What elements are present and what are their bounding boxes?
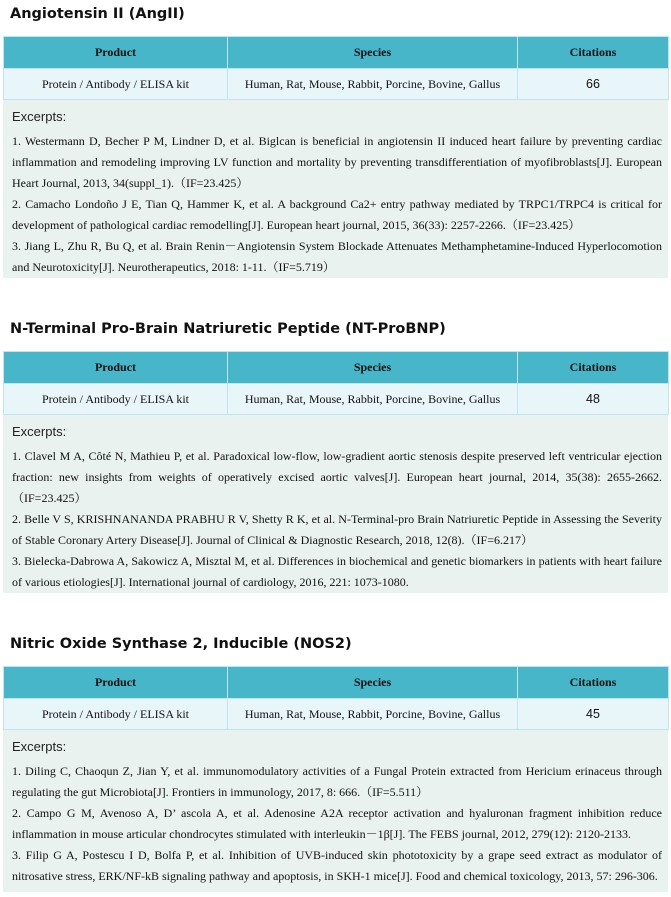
product-table (3, 351, 669, 415)
citations-cell: 66 (518, 69, 669, 100)
citations-cell: 48 (518, 384, 669, 415)
reference-item: 1. Clavel M A, Côté N, Mathieu P, et al. Paradoxical low-flow, low-gradient aortic stenosis despite preserved left ventricular ejection fraction: new insights from weights of operatively excised aortic valves[J]. European heart journal, 2014, 35(38): 2655-2662.（IF=23.425） (12, 449, 662, 505)
reference-item: 1. Westermann D, Becher P M, Lindner D, et al. Biglcan is beneficial in angiotensin II induced heart failure by preventing cardiac inflammation and remodeling improving LV function and mortality by preventing transdifferentiation of myofibroblasts[J]. European Heart Journal, 2013, 34(suppl_1).（IF=23.425） (12, 134, 662, 190)
excerpts-box (3, 730, 668, 892)
product-cell: Protein / Antibody / ELISA kit (4, 699, 228, 730)
reference-item: 2. Campo G M, Avenoso A, D’ ascola A, et al. Adenosine A2A receptor activation and hyaluronan fragment inhibition reduce inflammation in mouse articular chondrocytes stimulated with interleukin－1β[J]. The FEBS journal, 2012, 279(12): 2120-2133. (12, 806, 662, 841)
header-product: Product (4, 352, 228, 384)
excerpts-box (3, 415, 668, 593)
excerpts-label: Excerpts: (12, 424, 67, 439)
header-citations: Citations (518, 352, 669, 384)
header-product: Product (4, 37, 228, 69)
product-table (3, 666, 669, 730)
reference-item: 3. Filip G A, Postescu I D, Bolfa P, et al. Inhibition of UVB-induced skin phototoxicity by a grape seed extract as modulator of nitrosative stress, ERK/NF-kB signaling pathway and apoptosis, in SKH-1 mice[J]. Food and chemical toxicology, 2013, 57: 296-306. (12, 848, 662, 883)
species-cell: Human, Rat, Mouse, Rabbit, Porcine, Bovine, Gallus (228, 699, 518, 730)
table-row (4, 384, 669, 415)
product-table (3, 36, 669, 100)
table-header-row (4, 352, 669, 384)
header-citations: Citations (518, 37, 669, 69)
section-title: Angiotensin II (AngII) (10, 6, 185, 22)
header-product: Product (4, 667, 228, 699)
table-row (4, 69, 669, 100)
species-cell: Human, Rat, Mouse, Rabbit, Porcine, Bovine, Gallus (228, 69, 518, 100)
header-species: Species (228, 37, 518, 69)
table-header-row (4, 37, 669, 69)
citations-cell: 45 (518, 699, 669, 730)
excerpts-label: Excerpts: (12, 109, 67, 124)
header-species: Species (228, 667, 518, 699)
species-cell: Human, Rat, Mouse, Rabbit, Porcine, Bovine, Gallus (228, 384, 518, 415)
reference-item: 2. Camacho Londoño J E, Tian Q, Hammer K, et al. A background Ca2+ entry pathway mediated by TRPC1/TRPC4 is critical for development of pathological cardiac remodelling[J]. European heart journal, 2015, 36(33): 2257-2266.（IF=23.425） (12, 197, 662, 232)
reference-item: 3. Bielecka-Dabrowa A, Sakowicz A, Misztal M, et al. Differences in biochemical and genetic biomarkers in patients with heart failure of various etiologies[J]. International journal of cardiology, 2016, 221: 1073-1080. (12, 554, 662, 589)
header-citations: Citations (518, 667, 669, 699)
product-cell: Protein / Antibody / ELISA kit (4, 384, 228, 415)
reference-item: 2. Belle V S, KRISHNANANDA PRABHU R V, Shetty R K, et al. N-Terminal-pro Brain Natriuretic Peptide in Assessing the Severity of Stable Coronary Artery Disease[J]. Journal of Clinical & Diagnostic Research, 2018, 12(8).（IF=6.217） (12, 512, 662, 547)
product-cell: Protein / Antibody / ELISA kit (4, 69, 228, 100)
reference-item: 3. Jiang L, Zhu R, Bu Q, et al. Brain Renin－Angiotensin System Blockade Attenuates Methamphetamine-Induced Hyperlocomotion and Neurotoxicity[J]. Neurotherapeutics, 2018: 1-11.（IF=5.719） (12, 239, 662, 274)
section-title: Nitric Oxide Synthase 2, Inducible (NOS2) (10, 636, 352, 652)
header-species: Species (228, 352, 518, 384)
table-row (4, 699, 669, 730)
table-header-row (4, 667, 669, 699)
excerpts-box (3, 100, 668, 278)
reference-item: 1. Diling C, Chaoqun Z, Jian Y, et al. immunomodulatory activities of a Fungal Protein extracted from Hericium erinaceus through regulating the gut Microbiota[J]. Frontiers in immunology, 2017, 8: 666.（IF=5.511） (12, 764, 662, 799)
section-title: N-Terminal Pro-Brain Natriuretic Peptide (NT-ProBNP) (10, 321, 446, 337)
excerpts-label: Excerpts: (12, 739, 67, 754)
